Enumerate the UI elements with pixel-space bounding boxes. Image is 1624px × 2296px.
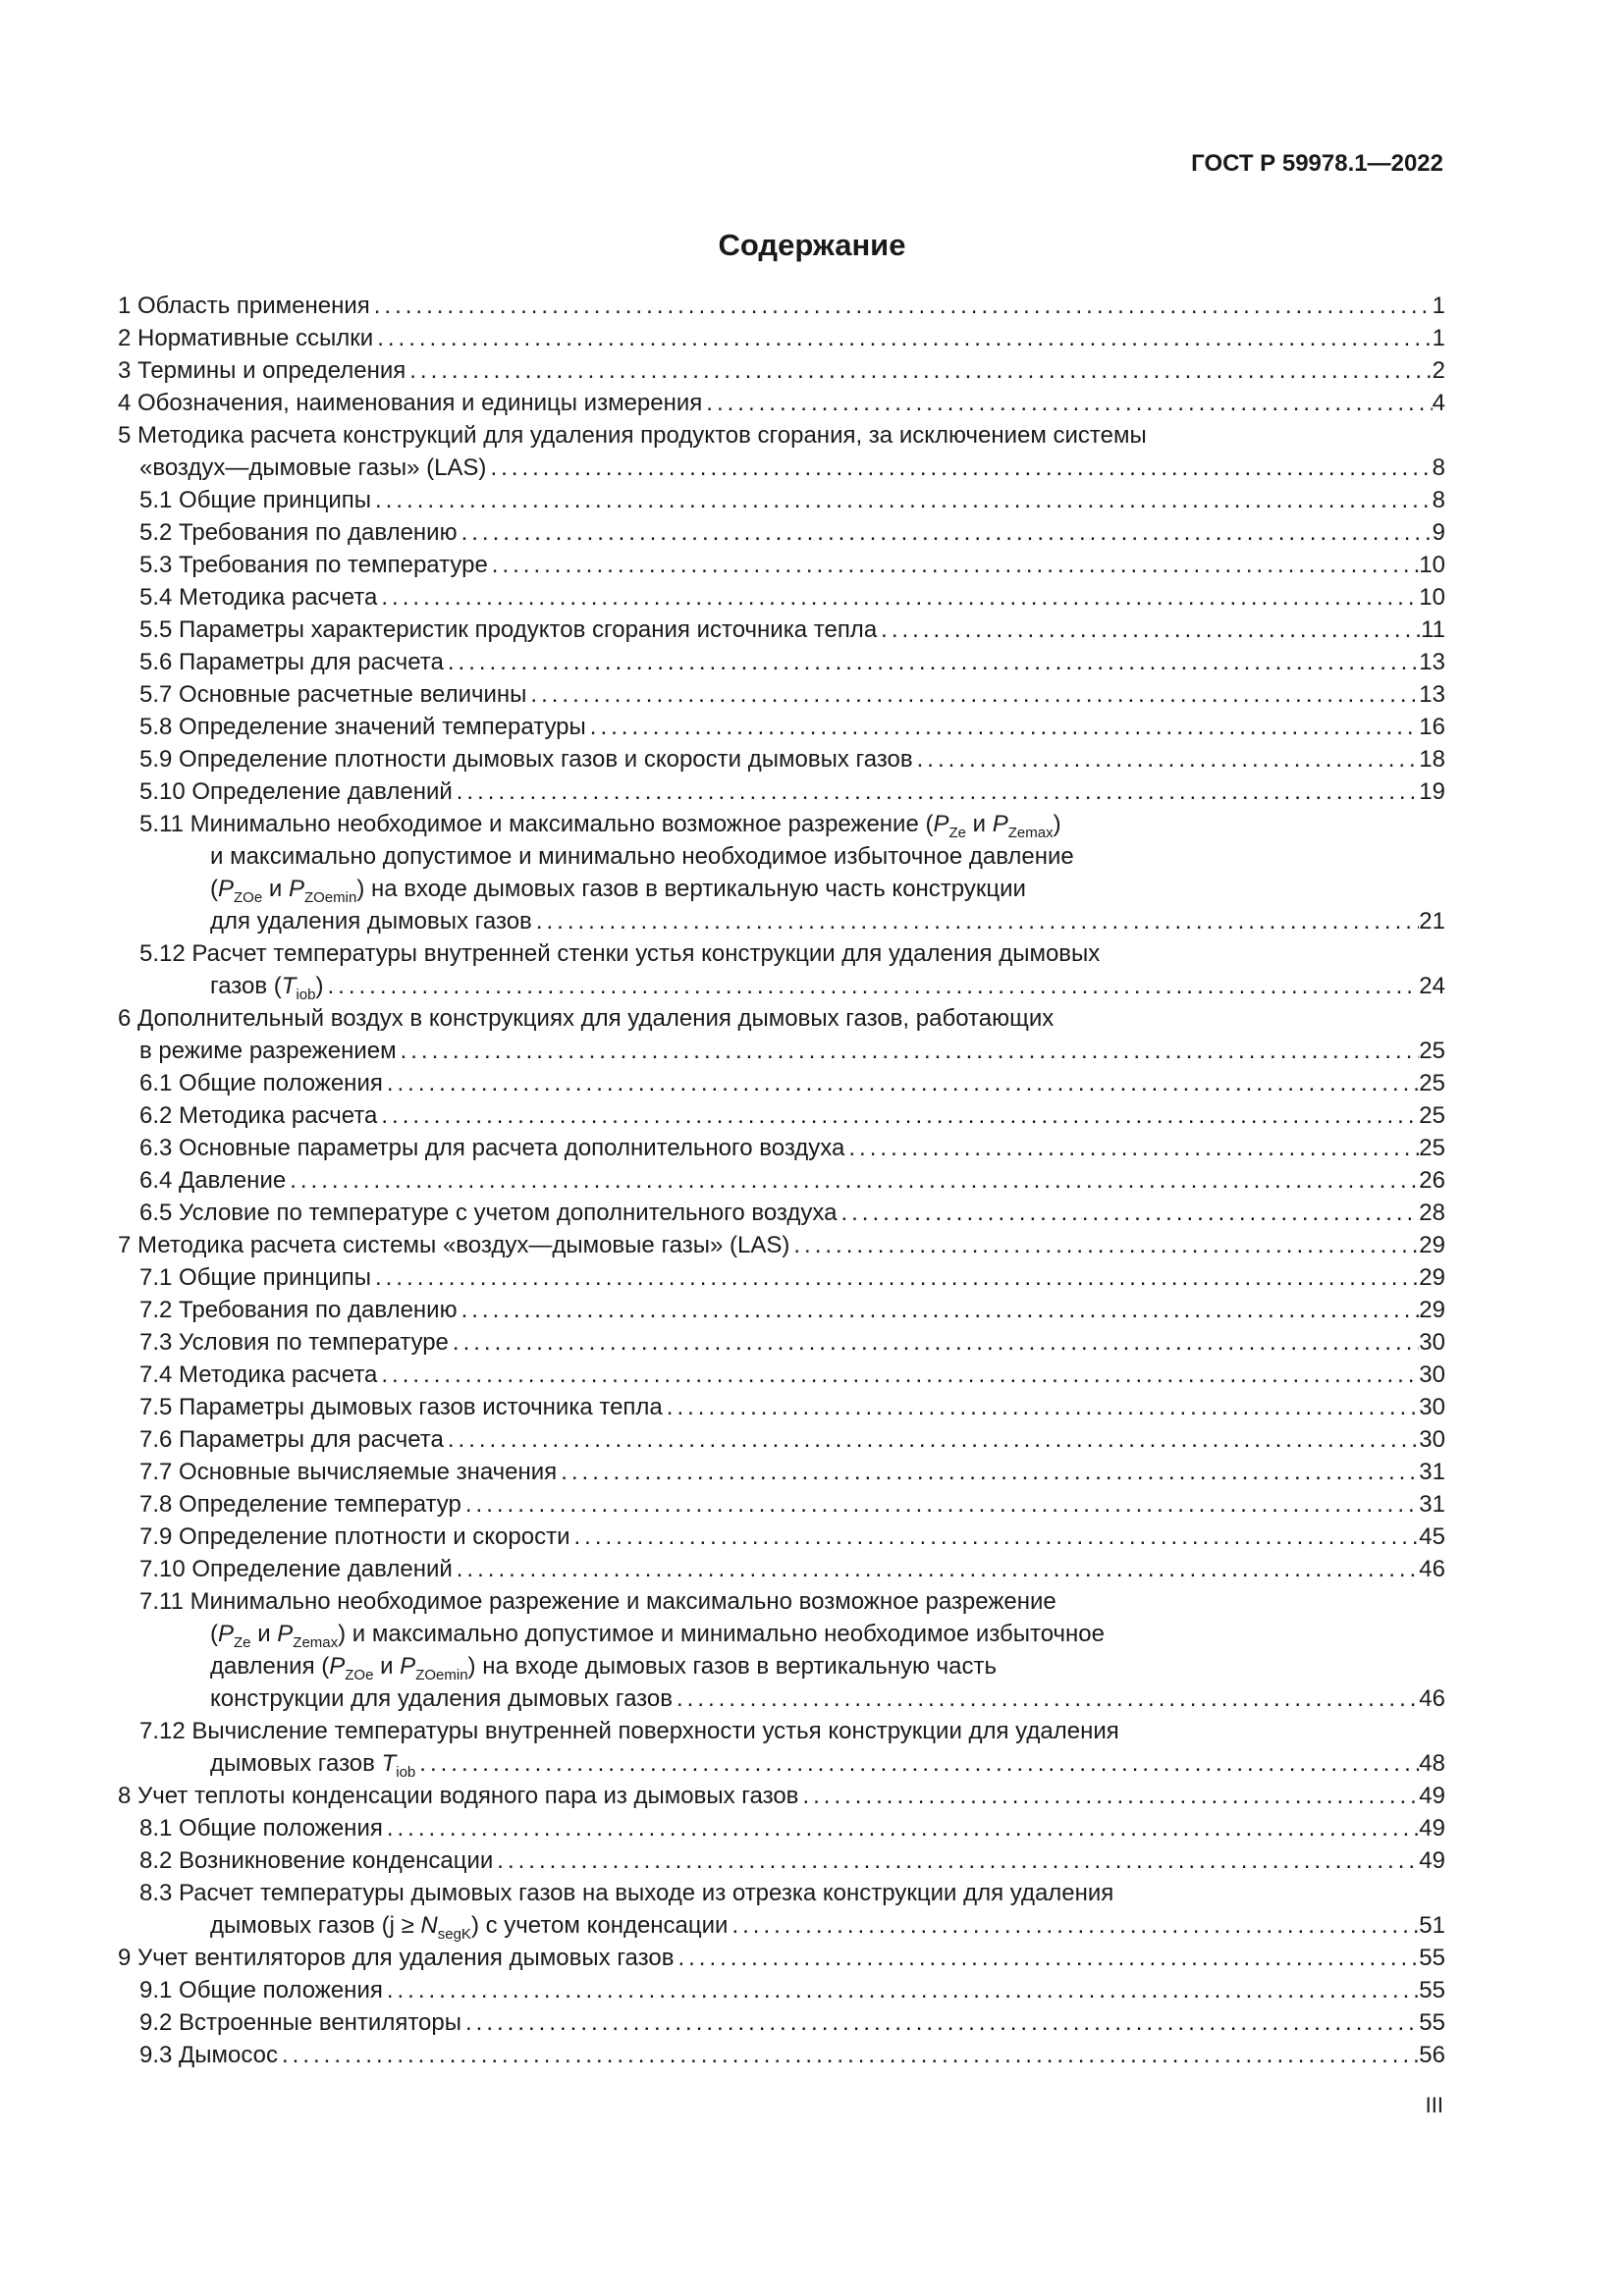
toc-line xyxy=(118,873,1445,905)
page-number: III xyxy=(1425,2093,1443,2117)
toc-line xyxy=(118,290,1445,322)
toc-entry[interactable] xyxy=(118,1359,1445,1391)
toc-leader-dots xyxy=(383,1974,1419,2006)
toc-line xyxy=(118,970,1445,1002)
toc-leader-dots xyxy=(397,1035,1420,1067)
toc-entry-title: 9.1 Общие положения xyxy=(139,1977,383,2003)
toc-entry[interactable] xyxy=(118,1942,1445,1974)
toc-entry[interactable] xyxy=(118,614,1445,646)
toc-line xyxy=(118,614,1445,646)
toc-line xyxy=(118,419,1445,452)
toc-leader-dots xyxy=(371,484,1433,516)
toc-leader-dots xyxy=(370,290,1433,322)
toc-line xyxy=(118,1261,1445,1294)
toc-line xyxy=(118,646,1445,678)
toc-entry-title: 6.3 Основные параметры для расчета дополнительного воздуха xyxy=(139,1135,845,1161)
toc-page-number: 25 xyxy=(1419,1135,1445,1161)
toc-entry[interactable] xyxy=(118,1132,1445,1164)
toc-entry-title: 8.2 Возникновение конденсации xyxy=(139,1847,494,1874)
toc-leader-dots xyxy=(486,452,1432,484)
toc-line xyxy=(118,1618,1445,1650)
toc-entry-title: 6.2 Методика расчета xyxy=(139,1102,378,1129)
toc-entry[interactable] xyxy=(118,387,1445,419)
toc-line xyxy=(118,1585,1445,1618)
toc-entry-title: «воздух—дымовые газы» (LAS) xyxy=(139,454,487,481)
toc-line xyxy=(118,1164,1445,1197)
toc-line xyxy=(118,581,1445,614)
toc-leader-dots xyxy=(458,1294,1420,1326)
toc-line xyxy=(118,1132,1445,1164)
toc-leader-dots xyxy=(377,1099,1419,1132)
toc-page-number: 13 xyxy=(1419,649,1445,675)
toc-entry-title: 5.9 Определение плотности дымовых газов и скорости дымовых газов xyxy=(139,746,913,773)
toc-leader-dots xyxy=(286,1164,1419,1197)
toc-line xyxy=(118,1747,1445,1780)
toc-leader-dots xyxy=(377,1359,1419,1391)
toc-entry-title: 7 Методика расчета системы «воздух—дымовые газы» (LAS) xyxy=(118,1232,790,1258)
page-title: Содержание xyxy=(718,228,906,262)
toc-line xyxy=(118,452,1445,484)
toc-line xyxy=(118,1521,1445,1553)
toc-leader-dots xyxy=(453,1553,1420,1585)
toc-line xyxy=(118,808,1445,840)
toc-leader-dots xyxy=(532,905,1419,937)
toc-line xyxy=(118,937,1445,970)
toc-entry[interactable] xyxy=(118,1261,1445,1294)
toc-entry[interactable] xyxy=(118,484,1445,516)
toc-entry[interactable] xyxy=(118,1585,1445,1715)
toc-entry-title: 6.1 Общие положения xyxy=(139,1070,383,1096)
toc-entry-title: 5.4 Методика расчета xyxy=(139,584,378,611)
toc-line xyxy=(118,1423,1445,1456)
toc-page-number: 29 xyxy=(1419,1264,1445,1291)
toc-entry[interactable] xyxy=(118,808,1445,937)
toc-entry[interactable] xyxy=(118,711,1445,743)
toc-entry-title: 7.8 Определение температур xyxy=(139,1491,461,1518)
toc-entry-title: 2 Нормативные ссылки xyxy=(118,325,374,351)
toc-page-number: 46 xyxy=(1419,1556,1445,1582)
toc-line xyxy=(118,354,1445,387)
toc-entry-title: для удаления дымовых газов xyxy=(210,908,532,934)
toc-entry-title: 5.12 Расчет температуры внутренней стенки устья конструкции для удаления дымовых xyxy=(139,940,1101,967)
toc-leader-dots xyxy=(586,711,1420,743)
toc-entry-title: и максимально допустимое и минимально необходимое избыточное давление xyxy=(210,843,1074,870)
toc-leader-dots xyxy=(453,775,1420,808)
toc-line xyxy=(118,484,1445,516)
toc-entry[interactable] xyxy=(118,678,1445,711)
toc-entry-title: 7.2 Требования по давлению xyxy=(139,1297,458,1323)
toc-page-number: 10 xyxy=(1419,584,1445,611)
toc-leader-dots xyxy=(278,2039,1419,2071)
toc-entry[interactable] xyxy=(118,1877,1445,1942)
toc-page-number: 16 xyxy=(1419,714,1445,740)
toc-line xyxy=(118,1391,1445,1423)
toc-line xyxy=(118,1812,1445,1844)
toc-leader-dots xyxy=(493,1844,1419,1877)
toc-line xyxy=(118,549,1445,581)
toc-entry[interactable] xyxy=(118,1197,1445,1229)
toc-leader-dots xyxy=(488,549,1420,581)
toc-line xyxy=(118,1909,1445,1942)
toc-page-number: 18 xyxy=(1419,746,1445,773)
toc-page-number: 13 xyxy=(1419,681,1445,708)
toc-leader-dots xyxy=(371,1261,1419,1294)
toc-leader-dots xyxy=(373,322,1432,354)
toc-line xyxy=(118,1229,1445,1261)
toc-leader-dots xyxy=(789,1229,1419,1261)
toc-page-number: 51 xyxy=(1419,1912,1445,1939)
toc-leader-dots xyxy=(674,1942,1419,1974)
toc-entry-title: 5.7 Основные расчетные величины xyxy=(139,681,527,708)
toc-line xyxy=(118,905,1445,937)
toc-entry[interactable] xyxy=(118,354,1445,387)
toc-page-number: 26 xyxy=(1419,1167,1445,1194)
toc-entry-title: 5.10 Определение давлений xyxy=(139,778,453,805)
toc-page-number: 31 xyxy=(1419,1491,1445,1518)
toc-leader-dots xyxy=(461,1488,1419,1521)
toc-entry-title: 8.3 Расчет температуры дымовых газов на выходе из отрезка конструкции для удаления xyxy=(139,1880,1114,1906)
toc-entry-title: 7.7 Основные вычисляемые значения xyxy=(139,1459,558,1485)
toc-entry[interactable] xyxy=(118,549,1445,581)
toc-entry-title: 5.5 Параметры характеристик продуктов сгорания источника тепла xyxy=(139,616,878,643)
toc-leader-dots xyxy=(444,646,1419,678)
toc-entry[interactable] xyxy=(118,743,1445,775)
toc-leader-dots xyxy=(458,516,1433,549)
toc-page-number: 21 xyxy=(1419,908,1445,934)
toc-line xyxy=(118,1844,1445,1877)
toc-leader-dots xyxy=(406,354,1432,387)
toc-entry[interactable] xyxy=(118,1423,1445,1456)
toc-page-number: 25 xyxy=(1419,1038,1445,1064)
toc-entry[interactable] xyxy=(118,937,1445,1002)
toc-line xyxy=(118,678,1445,711)
toc-entry-title: давления ($P_{ZOe}$ и $P_{ZOemin}$) на входе дымовых газов в вертикальную часть xyxy=(210,1653,997,1683)
toc-entry-title: 7.1 Общие принципы xyxy=(139,1264,372,1291)
toc-page-number: 49 xyxy=(1419,1783,1445,1809)
toc-entry-title: 9.2 Встроенные вентиляторы xyxy=(139,2009,461,2036)
toc-entry-title: дымовых газов $T_{iob}$ xyxy=(210,1750,416,1781)
toc-entry[interactable] xyxy=(118,322,1445,354)
toc-page-number: 19 xyxy=(1419,778,1445,805)
toc-page-number: 10 xyxy=(1419,552,1445,578)
toc-entry[interactable] xyxy=(118,419,1445,484)
toc-page-number: 8 xyxy=(1432,454,1445,481)
toc-entry-title: 7.12 Вычисление температуры внутренней поверхности устья конструкции для удаления xyxy=(139,1718,1119,1744)
toc-leader-dots xyxy=(673,1682,1419,1715)
toc-line xyxy=(118,711,1445,743)
toc-line xyxy=(118,1067,1445,1099)
toc-line xyxy=(118,775,1445,808)
toc-entry[interactable] xyxy=(118,1780,1445,1812)
toc-page-number: 30 xyxy=(1419,1426,1445,1453)
toc-entry[interactable] xyxy=(118,1391,1445,1423)
toc-entry-title: 1 Область применения xyxy=(118,293,370,319)
toc-entry-title: 5.1 Общие принципы xyxy=(139,487,372,513)
toc-line xyxy=(118,322,1445,354)
toc-line xyxy=(118,1099,1445,1132)
toc-leader-dots xyxy=(913,743,1420,775)
toc-entry-title: 5.11 Минимально необходимое и максимально возможное разрежение ($P_{Ze}$ и $P_{Zemax}$) xyxy=(139,811,1061,841)
toc-entry[interactable] xyxy=(118,1099,1445,1132)
toc-page-number: 24 xyxy=(1419,973,1445,999)
toc-entry[interactable] xyxy=(118,2039,1445,2071)
toc-page-number: 9 xyxy=(1432,519,1445,546)
toc-page-number: 48 xyxy=(1419,1750,1445,1777)
toc-entry-title: ($P_{ZOe}$ и $P_{ZOemin}$) на входе дымовых газов в вертикальную часть конструкции xyxy=(210,876,1026,906)
toc-entry-title: 5 Методика расчета конструкций для удаления продуктов сгорания, за исключением системы xyxy=(118,422,1147,449)
toc-leader-dots xyxy=(663,1391,1420,1423)
toc-entry-title: 8 Учет теплоты конденсации водяного пара из дымовых газов xyxy=(118,1783,799,1809)
toc-line xyxy=(118,1326,1445,1359)
toc-line xyxy=(118,1715,1445,1747)
toc-entry[interactable] xyxy=(118,1812,1445,1844)
toc-leader-dots xyxy=(877,614,1421,646)
toc-page-number: 55 xyxy=(1419,1945,1445,1971)
toc-entry-title: 8.1 Общие положения xyxy=(139,1815,383,1842)
toc-page-number: 30 xyxy=(1419,1394,1445,1420)
toc-entry-title: 6.4 Давление xyxy=(139,1167,287,1194)
toc-entry-title: 7.4 Методика расчета xyxy=(139,1362,378,1388)
toc-entry[interactable] xyxy=(118,1715,1445,1780)
toc-entry[interactable] xyxy=(118,290,1445,322)
toc-page-number: 1 xyxy=(1432,325,1445,351)
toc-page-number: 49 xyxy=(1419,1847,1445,1874)
toc-leader-dots xyxy=(702,387,1432,419)
toc-page-number: 25 xyxy=(1419,1102,1445,1129)
toc-entry-title: в режиме разрежением xyxy=(139,1038,397,1064)
toc-entry[interactable] xyxy=(118,646,1445,678)
toc-entry-title: 7.9 Определение плотности и скорости xyxy=(139,1523,570,1550)
toc-page-number: 31 xyxy=(1419,1459,1445,1485)
toc-leader-dots xyxy=(798,1780,1419,1812)
toc-entry[interactable] xyxy=(118,1164,1445,1197)
toc-page-number: 11 xyxy=(1421,616,1445,643)
toc-leader-dots xyxy=(449,1326,1419,1359)
toc-page-number: 8 xyxy=(1432,487,1445,513)
table-of-contents xyxy=(118,290,1445,2071)
toc-entry[interactable] xyxy=(118,1553,1445,1585)
toc-line xyxy=(118,1942,1445,1974)
toc-page-number: 4 xyxy=(1432,390,1445,416)
toc-entry[interactable] xyxy=(118,1974,1445,2006)
toc-entry-title: ($P_{Ze}$ и $P_{Zemax}$) и максимально допустимое и минимально необходимое избыточное xyxy=(210,1621,1105,1651)
toc-entry-title: 9 Учет вентиляторов для удаления дымовых газов xyxy=(118,1945,675,1971)
toc-entry-title: конструкции для удаления дымовых газов xyxy=(210,1685,673,1712)
toc-entry[interactable] xyxy=(118,1844,1445,1877)
toc-entry-title: 6 Дополнительный воздух в конструкциях для удаления дымовых газов, работающих xyxy=(118,1005,1055,1032)
toc-line xyxy=(118,1359,1445,1391)
toc-entry[interactable] xyxy=(118,1294,1445,1326)
toc-entry[interactable] xyxy=(118,1456,1445,1488)
toc-page-number: 30 xyxy=(1419,1362,1445,1388)
toc-entry[interactable] xyxy=(118,775,1445,808)
toc-line xyxy=(118,516,1445,549)
toc-page-number: 46 xyxy=(1419,1685,1445,1712)
toc-entry[interactable] xyxy=(118,516,1445,549)
toc-entry-title: 7.10 Определение давлений xyxy=(139,1556,453,1582)
toc-entry[interactable] xyxy=(118,1326,1445,1359)
toc-line xyxy=(118,1002,1445,1035)
toc-leader-dots xyxy=(837,1197,1419,1229)
toc-page-number: 29 xyxy=(1419,1297,1445,1323)
toc-entry[interactable] xyxy=(118,1488,1445,1521)
toc-entry-title: 5.2 Требования по давлению xyxy=(139,519,458,546)
toc-page-number: 25 xyxy=(1419,1070,1445,1096)
toc-entry-title: 5.8 Определение значений температуры xyxy=(139,714,586,740)
toc-leader-dots xyxy=(377,581,1419,614)
toc-leader-dots xyxy=(728,1909,1419,1942)
toc-leader-dots xyxy=(526,678,1419,711)
toc-entry[interactable] xyxy=(118,1067,1445,1099)
toc-leader-dots xyxy=(557,1456,1419,1488)
toc-line xyxy=(118,2006,1445,2039)
toc-page-number: 55 xyxy=(1419,1977,1445,2003)
toc-line xyxy=(118,387,1445,419)
toc-entry-title: 7.5 Параметры дымовых газов источника тепла xyxy=(139,1394,663,1420)
toc-entry-title: 5.6 Параметры для расчета xyxy=(139,649,444,675)
toc-page-number: 30 xyxy=(1419,1329,1445,1356)
toc-leader-dots xyxy=(383,1812,1419,1844)
toc-line xyxy=(118,1877,1445,1909)
toc-line xyxy=(118,743,1445,775)
toc-leader-dots xyxy=(569,1521,1419,1553)
toc-line xyxy=(118,1035,1445,1067)
toc-line xyxy=(118,1780,1445,1812)
toc-line xyxy=(118,1197,1445,1229)
toc-entry-title: газов $(T_{iob})$ xyxy=(210,973,324,1003)
toc-entry-title: 3 Термины и определения xyxy=(118,357,406,384)
toc-line xyxy=(118,1682,1445,1715)
toc-page-number: 29 xyxy=(1419,1232,1445,1258)
toc-page-number: 28 xyxy=(1419,1200,1445,1226)
document-code: ГОСТ Р 59978.1—2022 xyxy=(1191,150,1443,177)
toc-page-number: 45 xyxy=(1419,1523,1445,1550)
toc-line xyxy=(118,1650,1445,1682)
toc-page-number: 56 xyxy=(1419,2042,1445,2068)
toc-entry-title: 7.3 Условия по температуре xyxy=(139,1329,449,1356)
toc-page-number: 2 xyxy=(1432,357,1445,384)
toc-entry-title: 7.6 Параметры для расчета xyxy=(139,1426,444,1453)
toc-line xyxy=(118,1456,1445,1488)
toc-entry-title: 9.3 Дымосос xyxy=(139,2042,278,2068)
toc-leader-dots xyxy=(383,1067,1419,1099)
toc-entry[interactable] xyxy=(118,1002,1445,1067)
toc-line xyxy=(118,840,1445,873)
toc-page-number: 49 xyxy=(1419,1815,1445,1842)
toc-leader-dots xyxy=(444,1423,1419,1456)
toc-leader-dots xyxy=(324,970,1420,1002)
toc-page-number: 1 xyxy=(1432,293,1445,319)
toc-line xyxy=(118,1488,1445,1521)
toc-line xyxy=(118,1974,1445,2006)
toc-leader-dots xyxy=(461,2006,1419,2039)
toc-entry[interactable] xyxy=(118,1521,1445,1553)
toc-line xyxy=(118,2039,1445,2071)
toc-entry[interactable] xyxy=(118,581,1445,614)
toc-line xyxy=(118,1294,1445,1326)
toc-page-number: 55 xyxy=(1419,2009,1445,2036)
toc-entry[interactable] xyxy=(118,2006,1445,2039)
toc-leader-dots xyxy=(415,1747,1419,1780)
toc-entry-title: 7.11 Минимально необходимое разрежение и максимально возможное разрежение xyxy=(139,1588,1056,1615)
toc-entry[interactable] xyxy=(118,1229,1445,1261)
toc-entry-title: 4 Обозначения, наименования и единицы измерения xyxy=(118,390,703,416)
toc-leader-dots xyxy=(844,1132,1419,1164)
toc-entry-title: 5.3 Требования по температуре xyxy=(139,552,488,578)
toc-entry-title: 6.5 Условие по температуре с учетом дополнительного воздуха xyxy=(139,1200,838,1226)
toc-entry-title: дымовых газов $(j \ge N_{segK})$ с учетом конденсации xyxy=(210,1912,729,1943)
toc-line xyxy=(118,1553,1445,1585)
